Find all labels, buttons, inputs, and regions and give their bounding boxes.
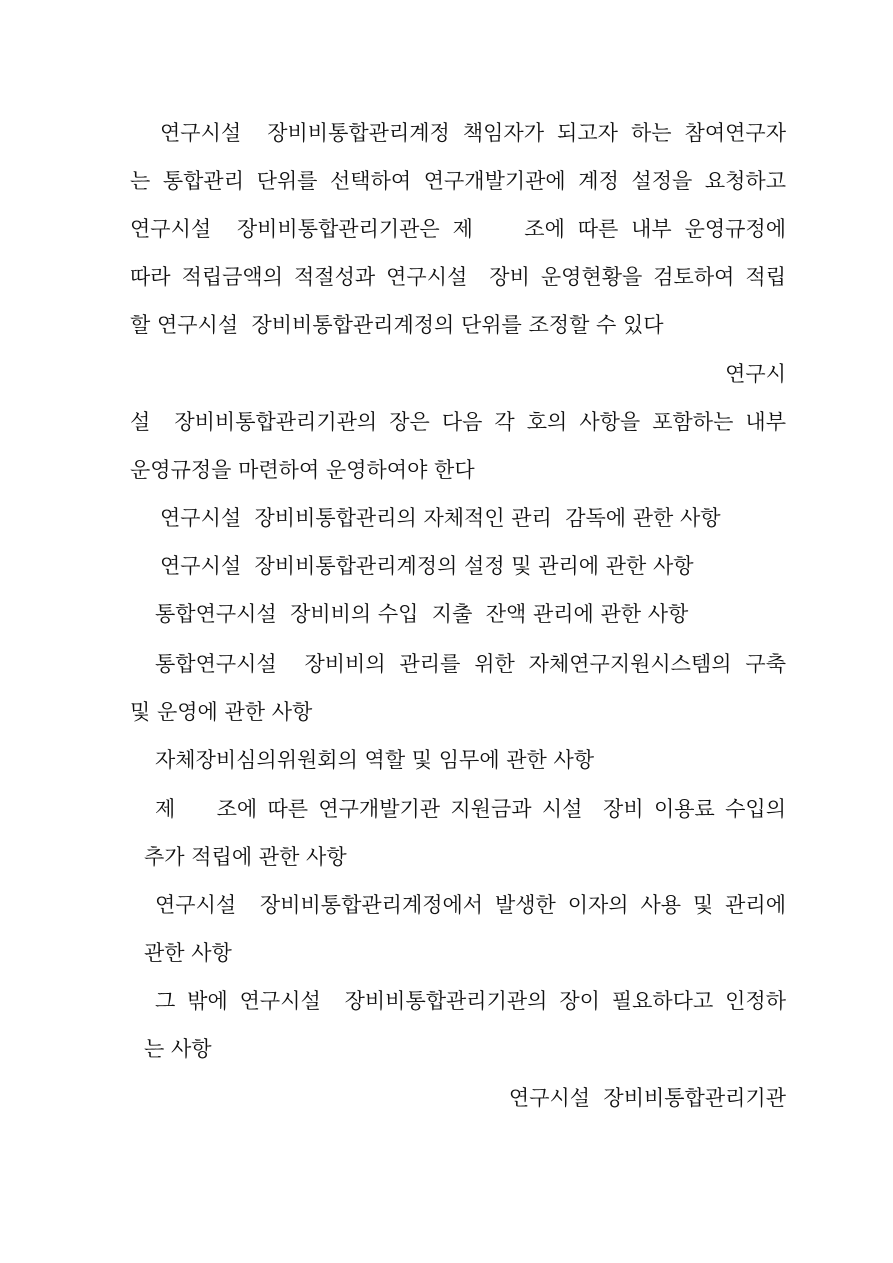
paragraph-line: 는 통합관리 단위를 선택하여 연구개발기관에 계정 설정을 요청하고 — [130, 169, 786, 193]
paragraph-line: 설 장비비통합관리기관의 장은 다음 각 호의 사항을 포함하는 내부 — [130, 410, 786, 434]
paragraph-line: 운영규정을 마련하여 운영하여야 한다 — [130, 458, 475, 482]
list-item: 연구시설 장비비통합관리계정의 설정 및 관리에 관한 사항 — [160, 554, 694, 578]
paragraph-line: 연구시설 장비비통합관리계정 책임자가 되고자 하는 참여연구자 — [160, 121, 786, 145]
list-item-continuation: 및 운영에 관한 사항 — [130, 700, 313, 724]
paragraph-line: 할 연구시설 장비비통합관리계정의 단위를 조정할 수 있다 — [130, 313, 664, 337]
list-item: 그 밖에 연구시설 장비비통합관리기관의 장이 필요하다고 인정하 — [155, 989, 786, 1013]
list-item: 연구시설 장비비통합관리의 자체적인 관리 감독에 관한 사항 — [160, 506, 721, 530]
list-item: 통합연구시설 장비비의 관리를 위한 자체연구지원시스템의 구축 — [155, 652, 786, 676]
list-item-continuation: 추가 적립에 관한 사항 — [144, 845, 347, 869]
section-heading: 연구시 — [725, 362, 786, 386]
list-item-continuation: 관한 사항 — [144, 941, 232, 965]
list-item: 연구시설 장비비통합관리계정에서 발생한 이자의 사용 및 관리에 — [155, 893, 786, 917]
list-item: 제 조에 따른 연구개발기관 지원금과 시설 장비 이용료 수입의 — [155, 797, 786, 821]
paragraph-line: 연구시설 장비비통합관리기관은 제 조에 따른 내부 운영규정에 — [130, 217, 786, 241]
list-item: 통합연구시설 장비비의 수입 지출 잔액 관리에 관한 사항 — [155, 602, 689, 626]
list-item: 자체장비심의위원회의 역할 및 임무에 관한 사항 — [155, 748, 595, 772]
section-heading: 연구시설 장비비통합관리기관 — [508, 1086, 786, 1110]
list-item-continuation: 는 사항 — [144, 1037, 212, 1061]
paragraph-line: 따라 적립금액의 적절성과 연구시설 장비 운영현황을 검토하여 적립 — [130, 265, 786, 289]
